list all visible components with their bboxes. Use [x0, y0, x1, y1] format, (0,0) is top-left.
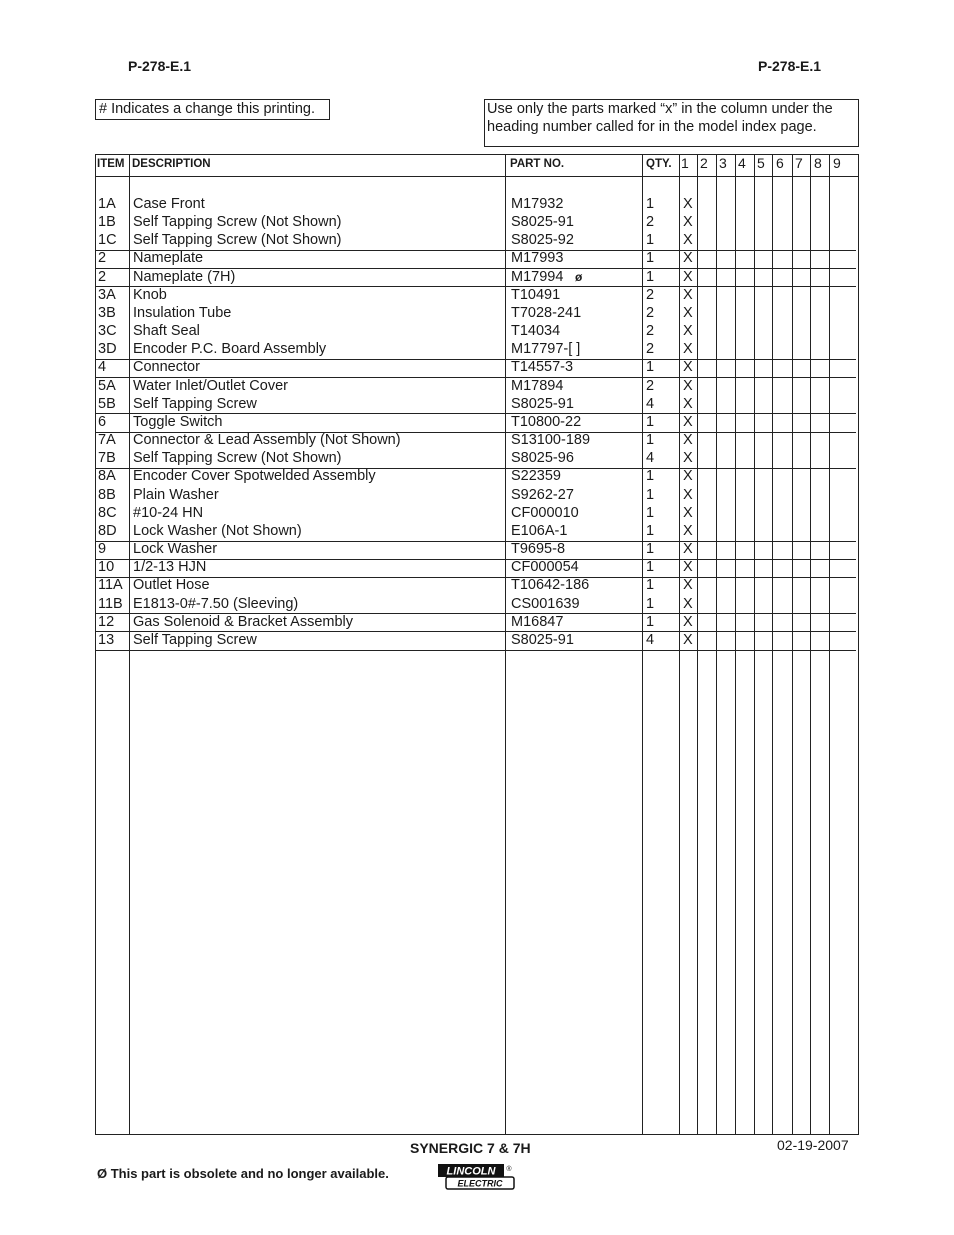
model-1-mark-cell: X: [683, 286, 693, 303]
model-column-header-6: 6: [776, 155, 784, 171]
qty-cell: 4: [646, 450, 655, 467]
table-row: [96, 449, 858, 467]
qty-cell: 1: [646, 613, 655, 630]
description-cell: 1/2-13 HJN: [133, 559, 207, 576]
model-1-mark-cell: X: [683, 541, 693, 558]
qty-cell: 2: [646, 377, 655, 394]
group-separator: [96, 468, 856, 469]
description-cell: Nameplate (7H): [133, 268, 236, 285]
item-cell: 2: [98, 268, 107, 285]
description-cell: Case Front: [133, 196, 205, 212]
description-cell: Shaft Seal: [133, 323, 200, 340]
model-column-header-9: 9: [833, 155, 841, 171]
table-row: [96, 595, 858, 613]
group-separator: [96, 268, 856, 269]
obsolete-flag: ø: [575, 269, 583, 284]
model-column-header-5: 5: [757, 155, 765, 171]
model-1-mark-cell: X: [683, 214, 693, 231]
group-separator: [96, 359, 856, 360]
table-row: [96, 540, 858, 558]
item-cell: 10: [98, 559, 115, 576]
logo-graphic: [436, 1163, 516, 1191]
description-cell: Self Tapping Screw: [133, 395, 257, 412]
item-cell: 2: [98, 250, 107, 267]
qty-cell: 1: [646, 595, 655, 612]
part-no-cell: S8025-91: [511, 395, 574, 412]
description-cell: Self Tapping Screw (Not Shown): [133, 232, 342, 249]
item-cell: 8C: [98, 504, 117, 521]
item-cell: 3D: [98, 341, 117, 358]
model-1-mark-cell: X: [683, 577, 693, 594]
part-no-column-header: PART NO.: [510, 158, 565, 170]
group-separator: [96, 377, 856, 378]
description-cell: Lock Washer (Not Shown): [133, 522, 302, 539]
model-1-mark-cell: X: [683, 504, 693, 521]
part-no-cell: S8025-92: [511, 232, 574, 249]
description-cell: Self Tapping Screw (Not Shown): [133, 214, 342, 231]
qty-cell: 1: [646, 486, 655, 503]
part-no-cell: CF000054: [511, 559, 579, 576]
part-no-cell: M17993: [511, 250, 564, 267]
model-column-header-2: 2: [700, 155, 708, 171]
description-cell: Water Inlet/Outlet Cover: [133, 377, 288, 394]
description-cell: Insulation Tube: [133, 304, 232, 321]
description-cell: Plain Washer: [133, 486, 219, 503]
model-1-mark-cell: X: [683, 450, 693, 467]
item-cell: 8B: [98, 486, 116, 503]
item-cell: 1C: [98, 232, 117, 249]
description-cell: Encoder P.C. Board Assembly: [133, 341, 327, 358]
model-1-mark-cell: X: [683, 359, 693, 376]
item-cell: 7B: [98, 450, 116, 467]
group-separator: [96, 559, 856, 560]
table-row: [96, 486, 858, 504]
part-no-cell: CS001639: [511, 595, 580, 612]
qty-cell: 1: [646, 541, 655, 558]
item-cell: 11B: [98, 595, 123, 612]
table-row: [96, 558, 858, 576]
part-no-cell: T10642-186: [511, 577, 590, 594]
model-name: SYNERGIC 7 & 7H: [410, 1140, 531, 1156]
model-1-mark-cell: X: [683, 613, 693, 630]
table-row: [96, 231, 858, 249]
item-cell: 3C: [98, 323, 117, 340]
part-no-cell: T7028-241: [511, 304, 582, 321]
description-cell: Self Tapping Screw: [133, 631, 257, 648]
registered-mark: ®: [506, 1166, 512, 1173]
description-cell: Connector: [133, 359, 200, 376]
part-no-cell: S8025-91: [511, 214, 574, 231]
part-no-cell: M16847: [511, 613, 564, 630]
table-row: [96, 631, 858, 649]
part-no-cell: M17797-[ ]: [511, 341, 581, 358]
model-1-mark-cell: X: [683, 432, 693, 449]
part-no-cell: S8025-91: [511, 631, 574, 648]
qty-column-header: QTY.: [646, 158, 672, 170]
model-1-mark-cell: X: [683, 559, 693, 576]
part-no-cell: T14034: [511, 323, 561, 340]
parts-table: [95, 154, 859, 1135]
part-no-cell: T9695-8: [511, 541, 566, 558]
header-rule: [96, 176, 858, 177]
item-cell: 8D: [98, 522, 117, 539]
logo-wordmark-top: LINCOLN: [446, 1165, 496, 1178]
model-1-mark-cell: X: [683, 522, 693, 539]
item-cell: 3A: [98, 286, 116, 303]
model-1-mark-cell: X: [683, 232, 693, 249]
group-separator: [96, 613, 856, 614]
item-cell: 6: [98, 413, 107, 430]
model-1-mark-cell: X: [683, 377, 693, 394]
qty-cell: 1: [646, 196, 655, 212]
part-no-cell: S8025-96: [511, 450, 574, 467]
description-cell: Knob: [133, 286, 167, 303]
table-row: [96, 413, 858, 431]
item-cell: 5A: [98, 377, 116, 394]
qty-cell: 1: [646, 232, 655, 249]
group-separator: [96, 286, 856, 287]
item-cell: 13: [98, 631, 115, 648]
description-cell: Toggle Switch: [133, 413, 223, 430]
description-cell: E1813-0#-7.50 (Sleeving): [133, 595, 299, 612]
qty-cell: 1: [646, 522, 655, 539]
parts-note-line-2: heading number called for in the model index page.: [487, 119, 817, 135]
table-row: [96, 576, 858, 594]
model-1-mark-cell: X: [683, 196, 693, 212]
model-1-mark-cell: X: [683, 486, 693, 503]
item-cell: 4: [98, 359, 107, 376]
document-code-left: P-278-E.1: [128, 58, 192, 74]
part-no-cell: S13100-189: [511, 432, 591, 449]
item-cell: 3B: [98, 304, 116, 321]
model-column-header-3: 3: [719, 155, 727, 171]
qty-cell: 1: [646, 432, 655, 449]
table-row: [96, 268, 858, 286]
description-cell: Outlet Hose: [133, 577, 210, 594]
item-cell: 12: [98, 613, 115, 630]
qty-cell: 4: [646, 395, 655, 412]
item-cell: 7A: [98, 432, 116, 449]
model-1-mark-cell: X: [683, 304, 693, 321]
group-separator: [96, 631, 856, 632]
model-column-header-1: 1: [681, 155, 689, 171]
obsolete-legend: Ø This part is obsolete and no longer available.: [97, 1166, 389, 1181]
table-row: [96, 504, 858, 522]
table-row: [96, 304, 858, 322]
qty-cell: 1: [646, 504, 655, 521]
table-row: [96, 340, 858, 358]
table-row: [96, 213, 858, 231]
part-no-cell: S22359: [511, 468, 561, 485]
model-1-mark-cell: X: [683, 341, 693, 358]
qty-cell: 1: [646, 359, 655, 376]
model-1-mark-cell: X: [683, 631, 693, 648]
part-no-cell: M17894: [511, 377, 564, 394]
model-column-header-4: 4: [738, 155, 746, 171]
table-row: [96, 195, 858, 213]
table-row: [96, 431, 858, 449]
item-cell: 1B: [98, 214, 116, 231]
item-cell: 9: [98, 541, 107, 558]
qty-cell: 2: [646, 323, 655, 340]
part-no-cell: M17994: [511, 268, 564, 285]
group-separator: [96, 250, 856, 251]
qty-cell: 1: [646, 413, 655, 430]
table-row: [96, 395, 858, 413]
description-cell: Lock Washer: [133, 541, 218, 558]
model-1-mark-cell: X: [683, 468, 693, 485]
qty-cell: 1: [646, 468, 655, 485]
part-no-cell: S9262-27: [511, 486, 574, 503]
model-column-header-7: 7: [795, 155, 803, 171]
table-row: [96, 522, 858, 540]
part-no-cell: T10491: [511, 286, 561, 303]
description-cell: Self Tapping Screw (Not Shown): [133, 450, 342, 467]
qty-cell: 1: [646, 268, 655, 285]
part-no-cell: T10800-22: [511, 413, 582, 430]
qty-cell: 2: [646, 286, 655, 303]
description-cell: Encoder Cover Spotwelded Assembly: [133, 468, 376, 485]
parts-usage-note: [484, 99, 859, 147]
part-no-cell: CF000010: [511, 504, 579, 521]
qty-cell: 4: [646, 631, 655, 648]
item-cell: 11A: [98, 577, 123, 594]
qty-cell: 1: [646, 559, 655, 576]
description-cell: Nameplate: [133, 250, 204, 267]
logo-wordmark-bottom: ELECTRIC: [457, 1178, 503, 1189]
parts-note-line-1: Use only the parts marked “x” in the column under the: [487, 101, 833, 117]
model-column-header-8: 8: [814, 155, 822, 171]
part-no-cell: M17932: [511, 196, 564, 212]
model-1-mark-cell: X: [683, 268, 693, 285]
lincoln-electric-logo: [436, 1163, 516, 1191]
group-separator: [96, 541, 856, 542]
description-cell: Connector & Lead Assembly (Not Shown): [133, 432, 401, 449]
qty-cell: 2: [646, 304, 655, 321]
model-1-mark-cell: X: [683, 250, 693, 267]
table-row: [96, 358, 858, 376]
model-1-mark-cell: X: [683, 323, 693, 340]
description-cell: Gas Solenoid & Bracket Assembly: [133, 613, 354, 630]
item-cell: 5B: [98, 395, 116, 412]
table-row: [96, 613, 858, 631]
change-indicator-note: # Indicates a change this printing.: [95, 99, 330, 120]
qty-cell: 2: [646, 214, 655, 231]
document-code-right: P-278-E.1: [758, 58, 822, 74]
part-no-cell: E106A-1: [511, 522, 568, 539]
table-row: [96, 322, 858, 340]
group-separator: [96, 432, 856, 433]
qty-cell: 1: [646, 250, 655, 267]
group-separator: [96, 577, 856, 578]
part-no-cell: T14557-3: [511, 359, 574, 376]
group-separator: [96, 650, 856, 651]
qty-cell: 1: [646, 577, 655, 594]
table-row: [96, 249, 858, 267]
model-1-mark-cell: X: [683, 595, 693, 612]
qty-cell: 2: [646, 341, 655, 358]
description-cell: #10-24 HN: [133, 504, 204, 521]
item-cell: 1A: [98, 196, 116, 212]
item-cell: 8A: [98, 468, 116, 485]
revision-date: 02-19-2007: [777, 1137, 849, 1153]
description-column-header: DESCRIPTION: [132, 158, 211, 170]
model-1-mark-cell: X: [683, 395, 693, 412]
item-column-header: ITEM: [97, 158, 125, 170]
table-row: [96, 286, 858, 304]
group-separator: [96, 413, 856, 414]
table-row: [96, 377, 858, 395]
table-row: [96, 467, 858, 485]
model-1-mark-cell: X: [683, 413, 693, 430]
